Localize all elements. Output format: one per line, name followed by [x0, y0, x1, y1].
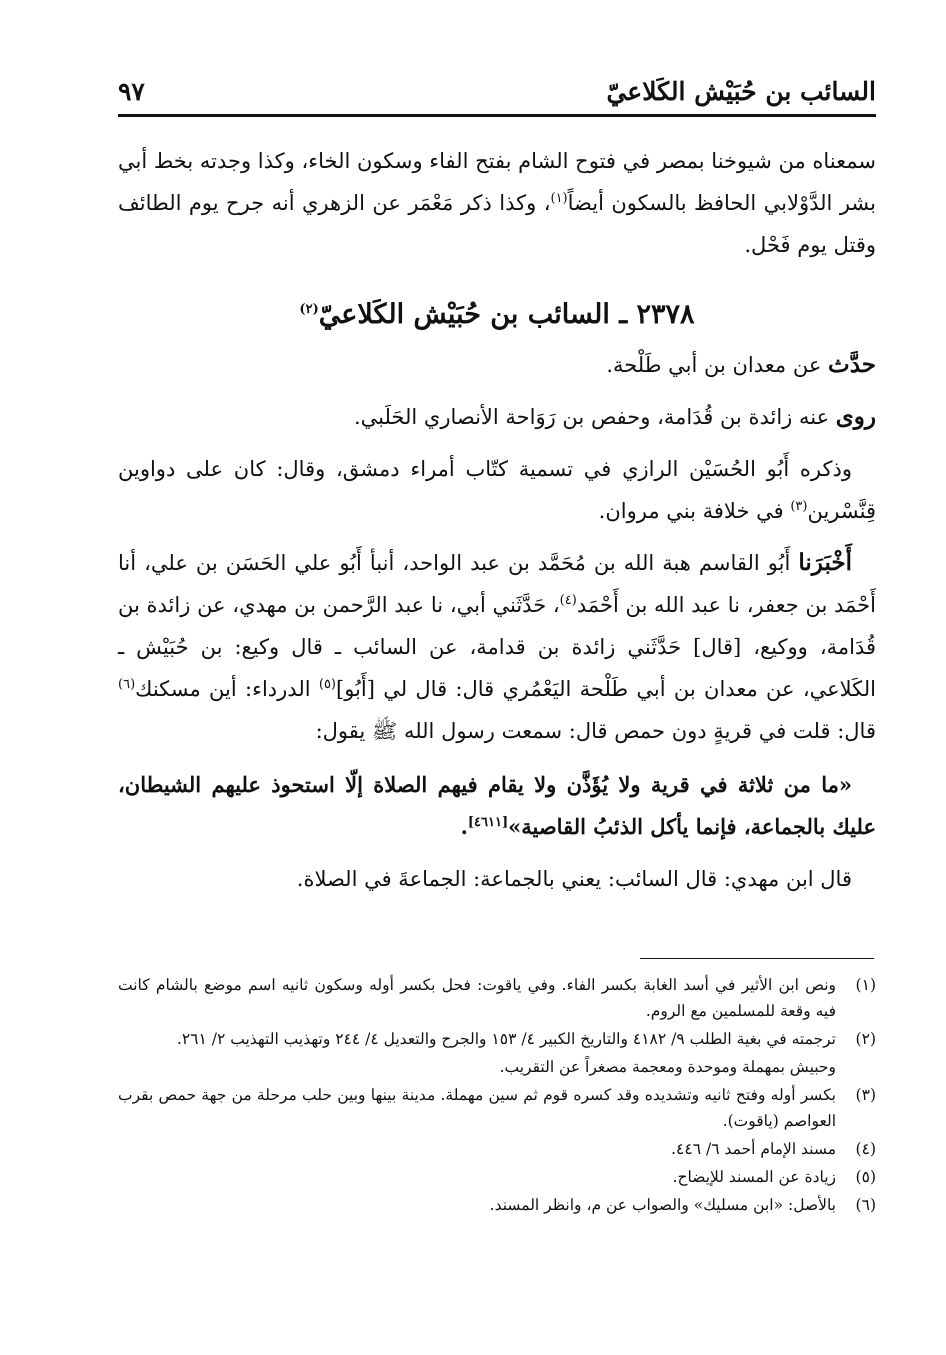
footnote-text: ونص ابن الأثير في أسد الغابة بكسر الفاء. وفي ياقوت: فحل بكسر أوله وسكون ثانيه اسم موضع بالشام كانت فيه وقعة للمسلمين مع الروم. [118, 976, 836, 1020]
footnote-continuation: وحبيش بمهملة وموحدة ومعجمة مصغراً عن التقريب. [499, 1058, 836, 1076]
footnote-item [118, 1082, 876, 1134]
footnote-item [118, 1164, 876, 1190]
akhbarana-lead: أَخْبَرَنا [798, 549, 852, 576]
footnote-number: (٤) [855, 1140, 876, 1158]
haddatha-line [118, 344, 876, 386]
isnad-paragraph [118, 542, 876, 752]
footnote-number: (٥) [855, 1168, 876, 1186]
entry-title [118, 294, 876, 336]
rawa-text: عنه زائدة بن قُدَامة، وحفص بن رَوَاحة الأنصاري الحَلَبي. [353, 405, 836, 429]
intro-paragraph [118, 140, 876, 266]
footnotes-section [118, 972, 876, 1220]
main-text [118, 140, 876, 900]
footnote-item [118, 1136, 876, 1162]
rawa-line [118, 396, 876, 438]
footnote-number: (١) [855, 976, 876, 994]
dhakarahu-text-continued: في خلافة بني مروان. [598, 499, 791, 523]
hadith-reference: [٤٦١١] [467, 815, 509, 830]
rawa-lead: روى [835, 403, 876, 430]
isnad-text-a: أَبُو القاسم هبة الله بن مُحَمَّد بن عبد الواحد، أنبأ أَبُو علي الحَسَن بن علي، أنا أَحْمَد بن جعفر، نا عبد الله بن أَحْمَد [118, 551, 876, 617]
closing-line: قال ابن مهدي: قال السائب: يعني بالجماعة: الجماعةَ في الصلاة. [296, 867, 852, 891]
footnote-item [118, 1192, 876, 1218]
hadith-quote: «ما من ثلاثة في قرية ولا يُؤَذَّن ولا يقام فيهم الصلاة إلّا استحوذ عليهم الشيطان، عليك بالجماعة، فإنما يأكل الذئبُ القاصية» [118, 772, 876, 839]
running-title: السائب بن حُبَيْش الكَلاعيّ [606, 77, 876, 106]
footnote-ref-4: (٤) [559, 593, 577, 608]
intro-text: سمعناه من شيوخنا بمصر في فتوح الشام بفتح الفاء وسكون الخاء، وكذا وجدته بخط أبي بشر الدَّوْلابي الحافظ بالسكون أيضاً [118, 149, 876, 215]
footnote-ref-2: (٢) [299, 302, 319, 317]
footnote-item [118, 972, 876, 1024]
footnote-text: زيادة عن المسند للإيضاح. [672, 1168, 836, 1186]
footnote-number: (٢) [855, 1030, 876, 1048]
intro-text-continued: ، وكذا ذكر مَعْمَر عن الزهري أنه جرح يوم الطائف وقتل يوم فَحْل. [118, 191, 876, 257]
hadith-text: «ما من ثلاثة في قرية ولا يُؤَذَّن ولا يقام فيهم الصلاة إلّا استحوذ عليهم الشيطان، عليك بالجماعة، فإنما يأكل الذئبُ القاصية»[٤٦١١]. [118, 772, 876, 839]
footnote-divider [640, 958, 874, 959]
haddatha-text: عن معدان بن أبي طَلْحة. [606, 353, 829, 377]
footnote-text: مسند الإمام أحمد ٦/ ٤٤٦. [671, 1140, 836, 1158]
footnote-ref-1: (١) [550, 191, 568, 206]
entry-title-text: ٢٣٧٨ ـ السائب بن حُبَيْش الكَلاعيّ [318, 299, 695, 330]
footnote-ref-5: (٥) [318, 677, 336, 692]
footnote-number: (٦) [855, 1196, 876, 1214]
page-number: ٩٧ [118, 77, 145, 106]
footnote-ref-6: (٦) [118, 677, 136, 692]
footnote-text: بكسر أوله وفتح ثانيه وتشديده وقد كسره قوم ثم سين مهملة. مدينة بينها وبين حلب مرحلة من جهة حمص بقرب العواصم (ياقوت). [118, 1086, 836, 1130]
footnote-ref-3: (٣) [790, 499, 808, 514]
footnote-text: ترجمته في بغية الطلب ٩/ ٤١٨٢ والتاريخ الكبير ٤/ ١٥٣ والجرح والتعديل ٤/ ٢٤٤ وتهذيب التهذيب ٢/ ٢٦١. [176, 1030, 836, 1048]
haddatha-lead: حدَّث [828, 351, 876, 378]
isnad-text-d: قال: قلت في قريةٍ دون حمص قال: سمعت رسول الله ﷺ يقول: [315, 719, 876, 743]
dhakarahu-paragraph [118, 448, 876, 532]
footnote-number: (٣) [855, 1086, 876, 1104]
isnad-text-b: ، حَدَّثَني أبي، نا عبد الرَّحمن بن مهدي، عن زائدة بن قُدَامة، ووكيع، [قال] حَدَّثَني زائدة بن قدامة، عن السائب ـ قال وكيع: بن حُبَيْش ـ الكَلاعي، عن معدان بن أبي طَلْحة اليَعْمُري قال: قال لي [أَبُو] [118, 593, 876, 701]
isnad-text-c: الدرداء: أين مسكنك [135, 677, 319, 701]
footnote-item [118, 1026, 876, 1052]
page-header [118, 58, 876, 117]
footnote-text: بالأصل: «ابن مسليك» والصواب عن م، وانظر المسند. [489, 1196, 836, 1214]
dhakarahu-text: وذكره أَبُو الحُسَيْن الرازي في تسمية كتّاب أمراء دمشق، وقال: كان على دواوين قِنَّسْرين [118, 457, 876, 523]
